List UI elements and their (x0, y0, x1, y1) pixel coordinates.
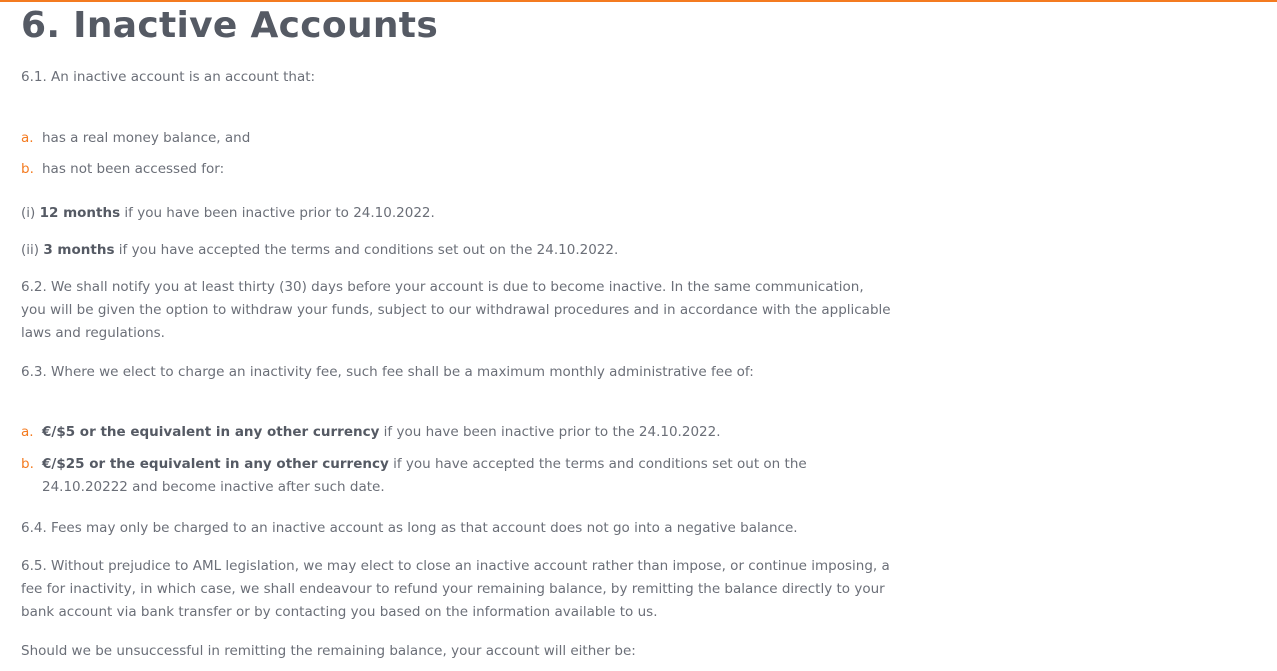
top-accent-bar (0, 0, 1277, 2)
sub-item-bold: 3 months (43, 242, 115, 258)
list-marker: b. (21, 161, 34, 177)
fee-amount: €/$25 or the equivalent in any other currency (42, 456, 389, 472)
fee-list-item-b (21, 453, 891, 499)
list-marker: b. (21, 456, 34, 472)
paragraph-6-2: 6.2. We shall notify you at least thirty (30) days before your account is due to become inactive. In the same communication, you will be given the option to withdraw your funds, subject to our withdrawal procedures and in accordance with the applicable laws and regulations. (21, 279, 891, 341)
sub-item-rest: if you have accepted the terms and conditions set out on the 24.10.2022. (114, 242, 619, 258)
sub-item-prefix: (i) (21, 205, 40, 221)
list-item-text: has not been accessed for: (42, 161, 225, 177)
paragraph-6-3: 6.3. Where we elect to charge an inactivity fee, such fee shall be a maximum monthly administrative fee of: (21, 364, 754, 380)
list-item-a (21, 127, 891, 150)
sub-item-i (21, 202, 435, 225)
list-marker: a. (21, 424, 34, 440)
paragraph-6-1: 6.1. An inactive account is an account that: (21, 69, 316, 85)
sub-item-bold: 12 months (39, 205, 121, 221)
fee-condition: if you have accepted the terms and conditions set out on the 24.10.20222 and become inactive after such date. (42, 456, 807, 495)
list-item-text (42, 421, 891, 444)
list-item-text: has a real money balance, and (42, 130, 251, 146)
paragraph-6-5: 6.5. Without prejudice to AML legislation, we may elect to close an inactive account rather than impose, or continue imposing, a fee for inactivity, in which case, we shall endeavour to refund your remaining balance, by remitting the balance directly to your bank account via bank transfer or by contacting you based on the information available to us. (21, 558, 890, 620)
fee-condition: if you have been inactive prior to the 24.10.2022. (379, 424, 721, 440)
fee-amount: €/$5 or the equivalent in any other currency (42, 424, 380, 440)
list-item-text (42, 453, 891, 499)
list-item-b (21, 158, 891, 181)
paragraph-6-4: 6.4. Fees may only be charged to an inactive account as long as that account does not go into a negative balance. (21, 520, 798, 536)
fee-list-item-a (21, 421, 891, 444)
section-title: 6. Inactive Accounts (21, 5, 439, 46)
list-marker: a. (21, 130, 34, 146)
paragraph-remaining-balance: Should we be unsuccessful in remitting the remaining balance, your account will either be: (21, 643, 636, 659)
sub-item-ii (21, 239, 618, 262)
sub-item-rest: if you have been inactive prior to 24.10.2022. (120, 205, 435, 221)
sub-item-prefix: (ii) (21, 242, 44, 258)
